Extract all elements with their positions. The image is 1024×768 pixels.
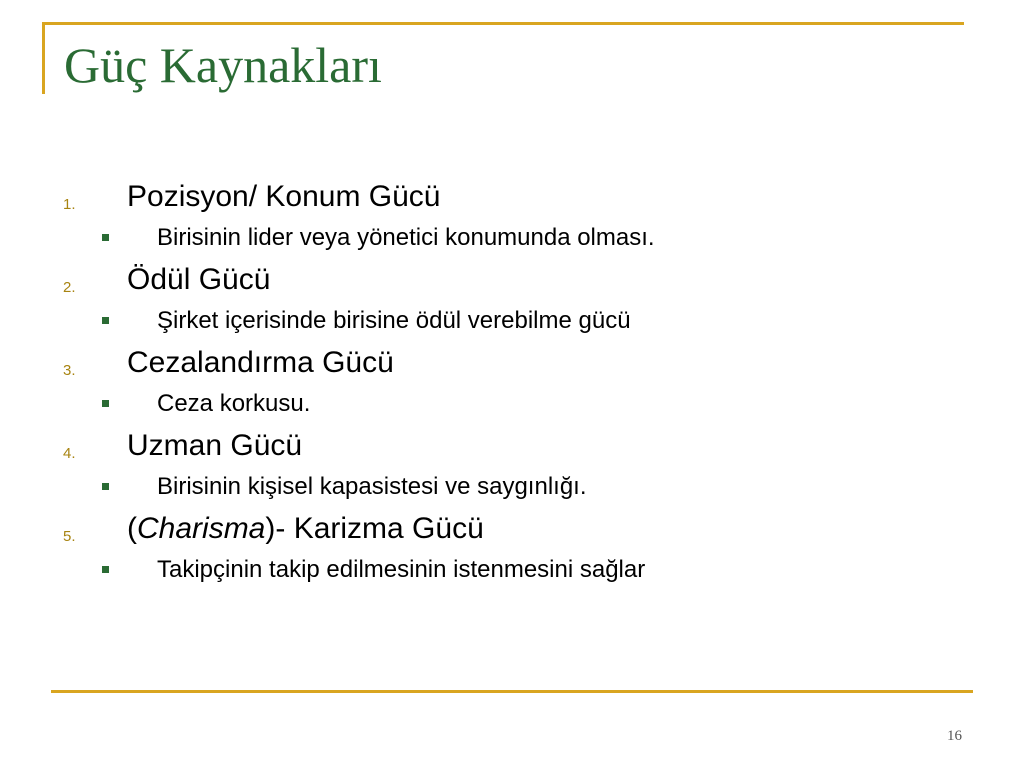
list-item <box>0 346 1024 429</box>
item-number: 4. <box>63 445 76 462</box>
top-frame-line <box>42 22 964 25</box>
square-bullet-icon <box>102 566 109 573</box>
item-number: 3. <box>63 362 76 379</box>
item-description: Ceza korkusu. <box>157 390 311 417</box>
item-number: 5. <box>63 528 76 545</box>
label-suffix: )- Karizma Gücü <box>265 512 484 545</box>
list-item <box>0 263 1024 346</box>
item-description: Takipçinin takip edilmesinin istenmesini sağlar <box>157 556 646 583</box>
footer-line <box>51 690 973 693</box>
square-bullet-icon <box>102 234 109 241</box>
square-bullet-icon <box>102 400 109 407</box>
slide-title: Güç Kaynakları <box>64 37 382 93</box>
list-item <box>0 512 1024 595</box>
square-bullet-icon <box>102 317 109 324</box>
slide-content <box>0 180 1024 595</box>
item-description: Şirket içerisinde birisine ödül verebilme gücü <box>157 307 631 334</box>
item-description: Birisinin kişisel kapasistesi ve saygınlığı. <box>157 473 587 500</box>
item-label: Cezalandırma Gücü <box>127 346 394 379</box>
label-italic: Charisma <box>137 512 266 545</box>
item-number: 1. <box>63 196 76 213</box>
square-bullet-icon <box>102 483 109 490</box>
item-label <box>127 512 484 547</box>
item-label: Ödül Gücü <box>127 263 271 296</box>
item-description: Birisinin lider veya yönetici konumunda olması. <box>157 224 655 251</box>
left-frame-line <box>42 22 45 94</box>
list-item <box>0 429 1024 512</box>
item-number: 2. <box>63 279 76 296</box>
label-prefix: ( <box>127 512 137 545</box>
item-label: Pozisyon/ Konum Gücü <box>127 180 441 213</box>
page-number: 16 <box>947 728 962 744</box>
list-item <box>0 180 1024 263</box>
item-label: Uzman Gücü <box>127 429 303 462</box>
